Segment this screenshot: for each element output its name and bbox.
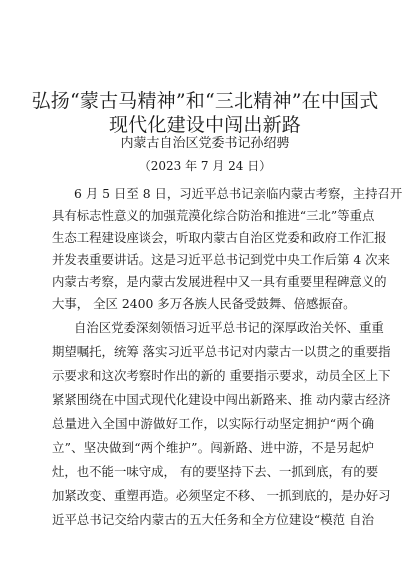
paragraph-2-line: 期望嘱托，统筹 落实习近平总书记对内蒙古一以贯之的重要指	[52, 344, 391, 359]
paragraph-2-line: 近平总书记交给内蒙古的五大任务和全方位建设“模范 自治	[52, 512, 374, 527]
paragraph-1-line: 大事， 全区 2400 多万各族人民备受鼓舞、倍感振奋。	[52, 296, 356, 311]
paragraph-2-line: 示要求和这次考察时作出的新的 重要指示要求，动员全区上下	[52, 368, 391, 383]
article-title-line-2: 现代化建设中闯出新路	[108, 114, 301, 136]
paragraph-1-line: 并发表重要讲话。这是习近平总书记到党中央工作后第 4 次来	[52, 252, 390, 267]
paragraph-2-line: 自治区党委深刻领悟习近平总书记的深厚政治关怀、重重	[74, 320, 384, 335]
article-title-line-1: 弘扬“蒙古马精神”和“三北精神”在中国式	[31, 90, 379, 112]
paragraph-1-line: 6 月 5 日至 8 日，习近平总书记亲临内蒙古考察，主持召开	[74, 186, 403, 201]
article-author: 内蒙古自治区党委书记孙绍骋	[120, 136, 290, 151]
paragraph-2-line: 加紧改变、重塑再造。必须坚定不移、 一抓到底的，是办好习	[52, 488, 391, 503]
paragraph-2-line: 立”、坚决做到“两个维护”。闯新路、进中游，不是另起炉	[52, 440, 374, 455]
paragraph-2-line: 灶，也不能一味守成， 有的要坚持下去、一抓到底，有的要	[52, 464, 379, 479]
paragraph-1-line: 具有标志性意义的加强荒漠化综合防治和推进“三北”等重点	[52, 208, 375, 223]
paragraph-2-line: 紧紧围绕在中国式现代化建设中闯出新路来、推 动内蒙古经济	[52, 392, 391, 407]
paragraph-1-line: 内蒙古考察，是内蒙古发展进程中又一具有重要里程碑意义的	[52, 274, 387, 289]
paragraph-2-line: 总量进入全国中游做好工作，以实际行动坚定拥护“两个确	[52, 416, 374, 431]
paragraph-1-line: 生态工程建设座谈会，听取内蒙古自治区党委和政府工作汇报	[52, 230, 387, 245]
article-date: （2023 年 7 月 24 日）	[138, 159, 272, 173]
